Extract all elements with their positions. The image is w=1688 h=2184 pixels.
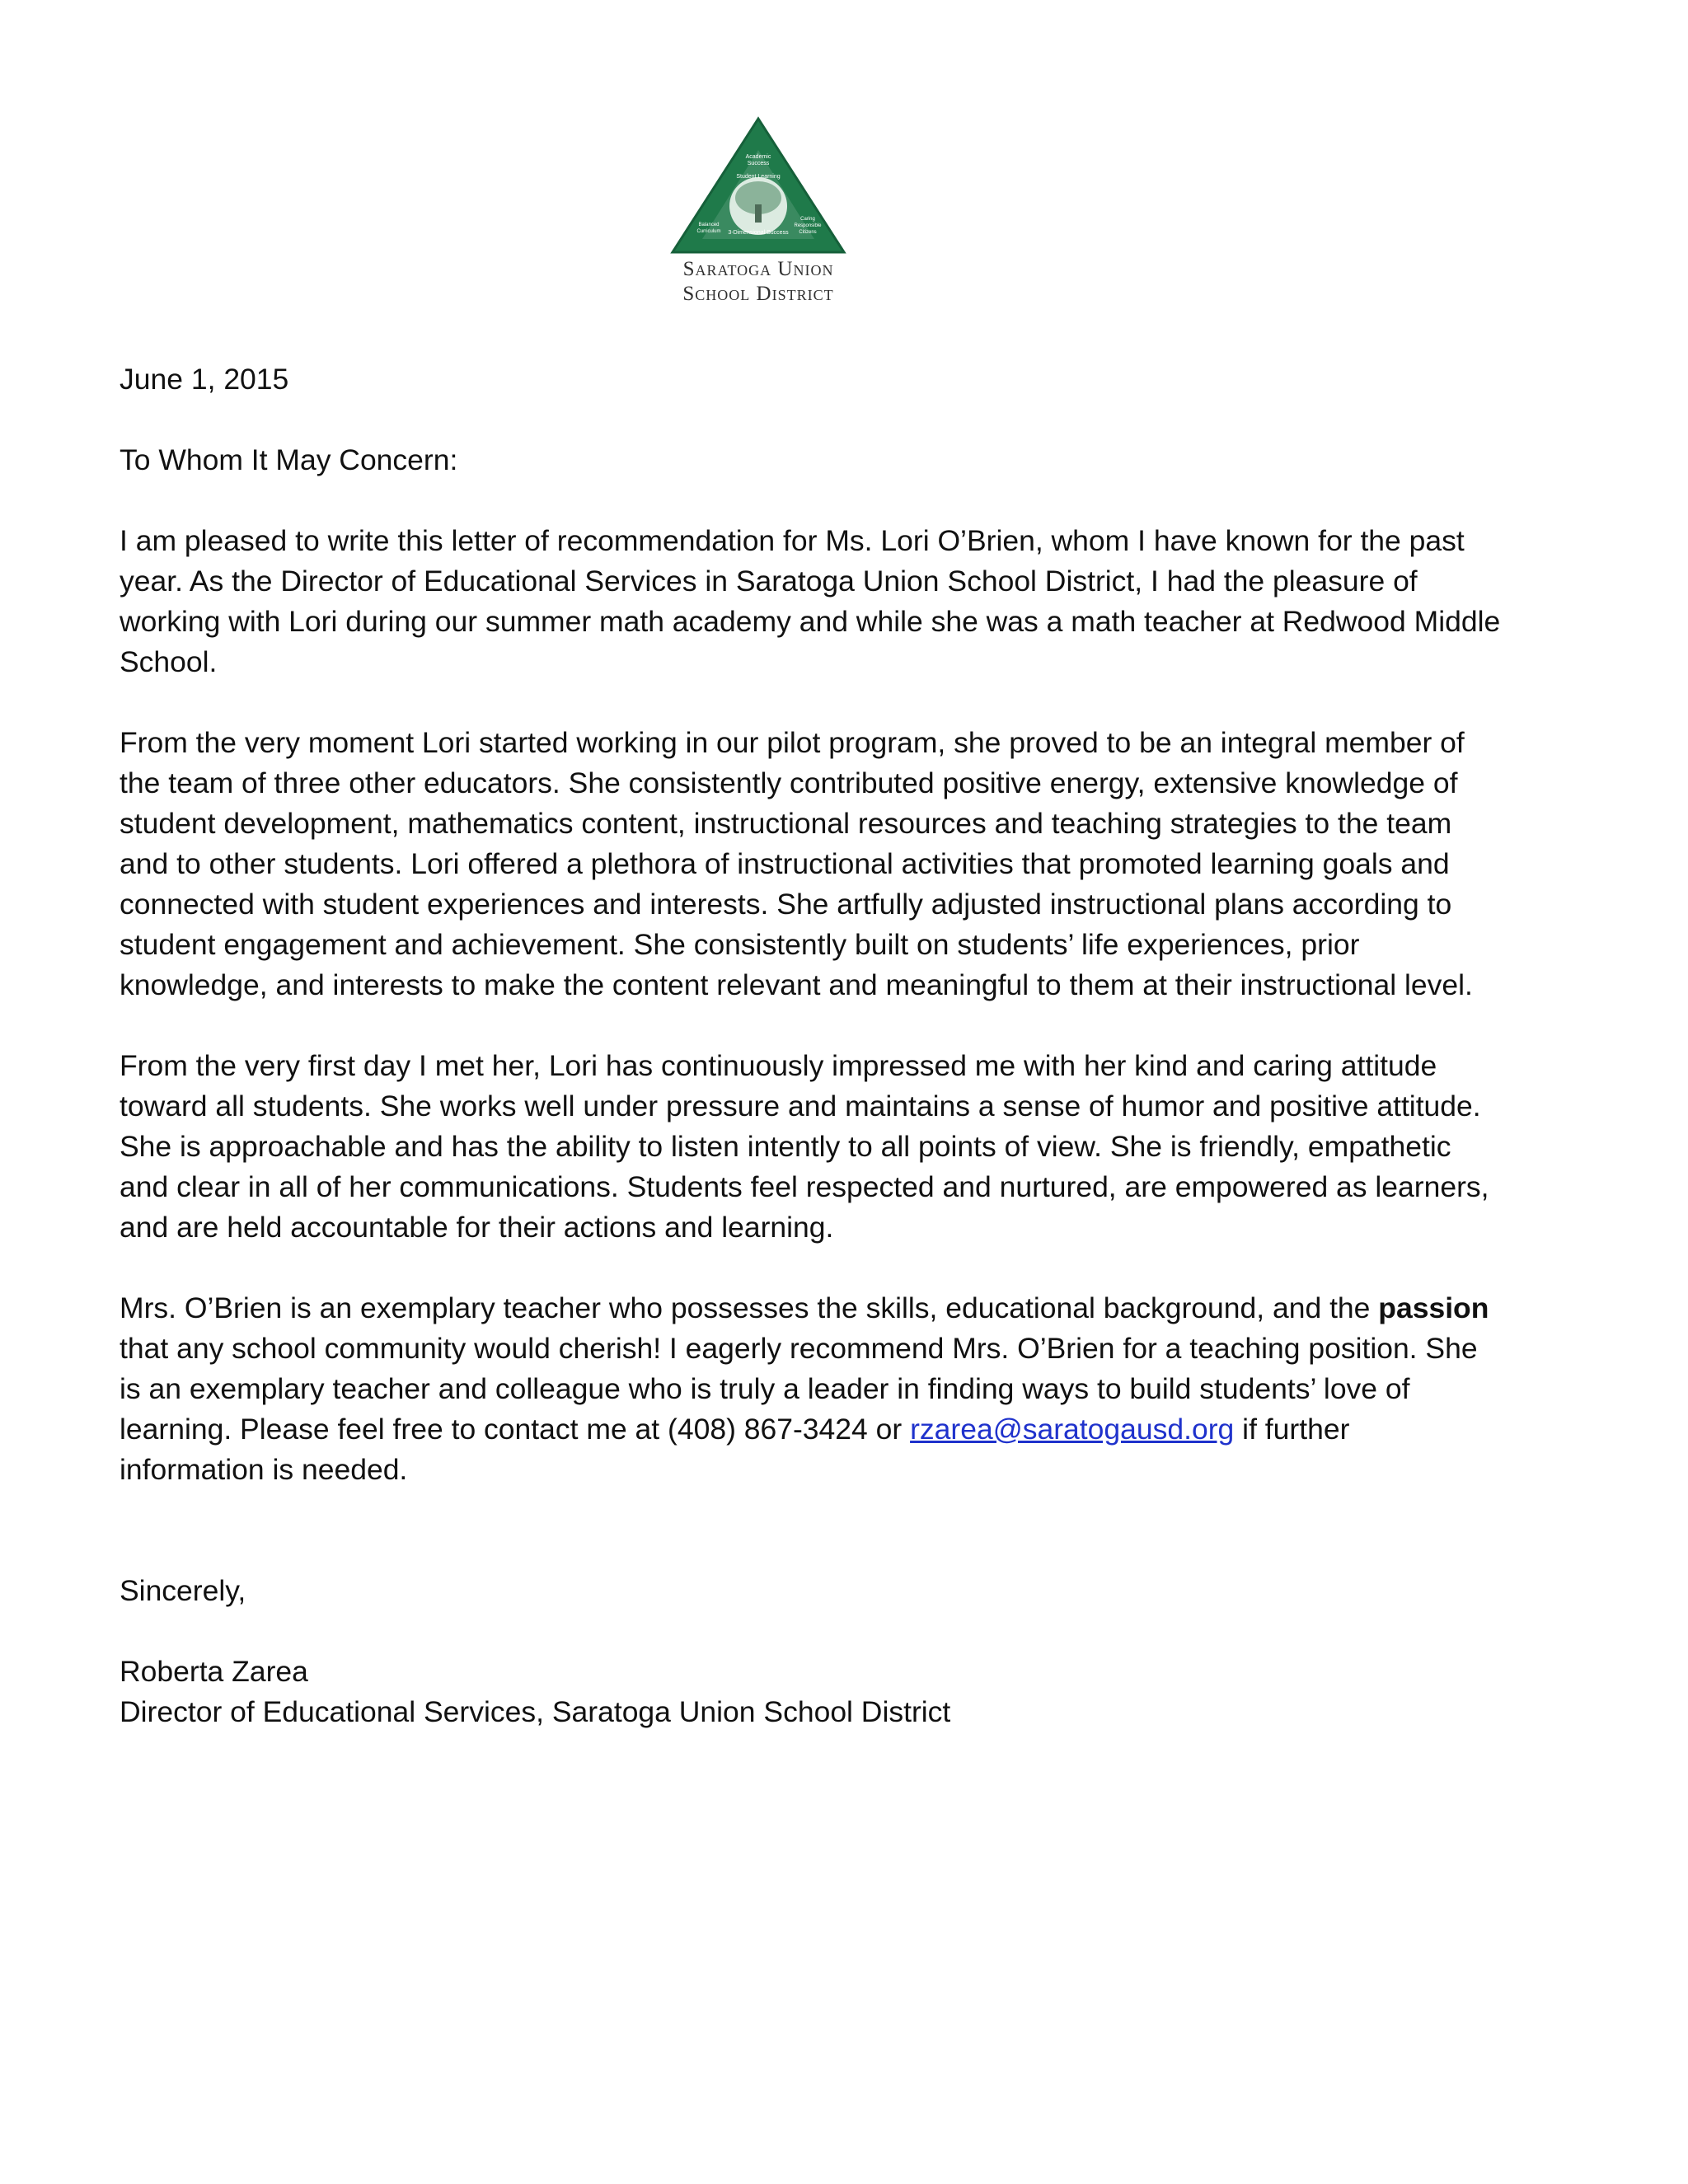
paragraph-2-line: student development, mathematics content, instructional resources and teaching strategies to the team <box>120 807 1452 840</box>
paragraph-1-line: working with Lori during our summer math academy and while she was a math teacher at Redwood Middle <box>120 605 1501 638</box>
paragraph-4-line-1 <box>120 1288 1570 1329</box>
logo-emblem-text-6: Curriculum <box>696 229 721 234</box>
paragraph-2-line: connected with student experiences and interests. She artfully adjusted instructional plans according to <box>120 888 1452 921</box>
district-logo <box>659 115 857 313</box>
logo-emblem-text-7: Caring <box>800 217 815 222</box>
letter-body <box>120 359 1570 1732</box>
paragraph-2-line: the team of three other educators. She consistently contributed positive energy, extensive knowledge of <box>120 766 1458 799</box>
paragraph-1 <box>120 521 1570 682</box>
district-name-line-1: Saratoga Union <box>682 258 834 280</box>
letter-salutation: To Whom It May Concern: <box>120 443 458 476</box>
logo-emblem-text-5: Balanced <box>698 223 720 227</box>
paragraph-4 <box>120 1288 1570 1490</box>
paragraph-1-line: year. As the Director of Educational Services in Saratoga Union School District, I had the pleasure of <box>120 565 1418 598</box>
paragraph-4-line-4-end: if further <box>1234 1413 1350 1446</box>
signer-name: Roberta Zarea <box>120 1655 308 1688</box>
paragraph-2-line: knowledge, and interests to make the content relevant and meaningful to them at their instructional level. <box>120 968 1473 1001</box>
paragraph-3-line: and are held accountable for their actions and learning. <box>120 1211 834 1244</box>
paragraph-3-line: She is approachable and has the ability to listen intently to all points of view. She is friendly, empathetic <box>120 1130 1451 1163</box>
logo-emblem-text-8: Responsible <box>794 223 822 228</box>
paragraph-2-line: and to other students. Lori offered a plethora of instructional activities that promoted learning goals and <box>120 847 1450 880</box>
paragraph-2-line: From the very moment Lori started working in our pilot program, she proved to be an integral member of <box>120 726 1465 759</box>
logo-emblem-text-9: Citizens <box>799 230 817 235</box>
paragraph-1-line: I am pleased to write this letter of recommendation for Ms. Lori O’Brien, whom I have known for the past <box>120 524 1465 557</box>
paragraph-4-line-5: information is needed. <box>120 1453 408 1486</box>
paragraph-1-line: School. <box>120 645 218 678</box>
district-triangle-icon <box>668 115 849 255</box>
logo-emblem-text-2: Success <box>747 161 770 166</box>
closing: Sincerely, <box>120 1574 246 1607</box>
logo-emblem-text-1: Academic <box>745 154 771 160</box>
paragraph-3-line: From the very first day I met her, Lori has continuously impressed me with her kind and caring attitude <box>120 1049 1437 1082</box>
paragraph-3 <box>120 1046 1570 1248</box>
paragraph-2-line: student engagement and achievement. She consistently built on students’ life experiences, prior <box>120 928 1360 961</box>
email-link[interactable]: rzarea@saratogausd.org <box>910 1413 1235 1446</box>
logo-emblem-text-4: 3-Dimensional Success <box>728 230 789 236</box>
logo-emblem-text-3: Student Learning <box>736 174 781 180</box>
paragraph-4-line-3: is an exemplary teacher and colleague who is truly a leader in finding ways to build students’ love of <box>120 1372 1410 1405</box>
district-name-line-2: School District <box>682 283 834 305</box>
paragraph-2 <box>120 723 1570 1005</box>
signer-title: Director of Educational Services, Saratoga Union School District <box>120 1695 951 1728</box>
paragraph-3-line: and clear in all of her communications. Students feel respected and nurtured, are empowered as learners, <box>120 1170 1489 1203</box>
paragraph-4-line-4-text: learning. Please feel free to contact me at (408) 867-3424 or <box>120 1413 911 1446</box>
paragraph-3-line: toward all students. She works well under pressure and maintains a sense of humor and positive attitude. <box>120 1090 1481 1122</box>
paragraph-4-line-1-text: Mrs. O’Brien is an exemplary teacher who possesses the skills, educational background, and the <box>120 1291 1379 1324</box>
letter-date: June 1, 2015 <box>120 363 289 396</box>
paragraph-4-line-4 <box>120 1409 1570 1450</box>
passion-emphasis: passion <box>1378 1291 1489 1324</box>
paragraph-4-line-2: that any school community would cherish! I eagerly recommend Mrs. O’Brien for a teaching position. She <box>120 1332 1478 1365</box>
